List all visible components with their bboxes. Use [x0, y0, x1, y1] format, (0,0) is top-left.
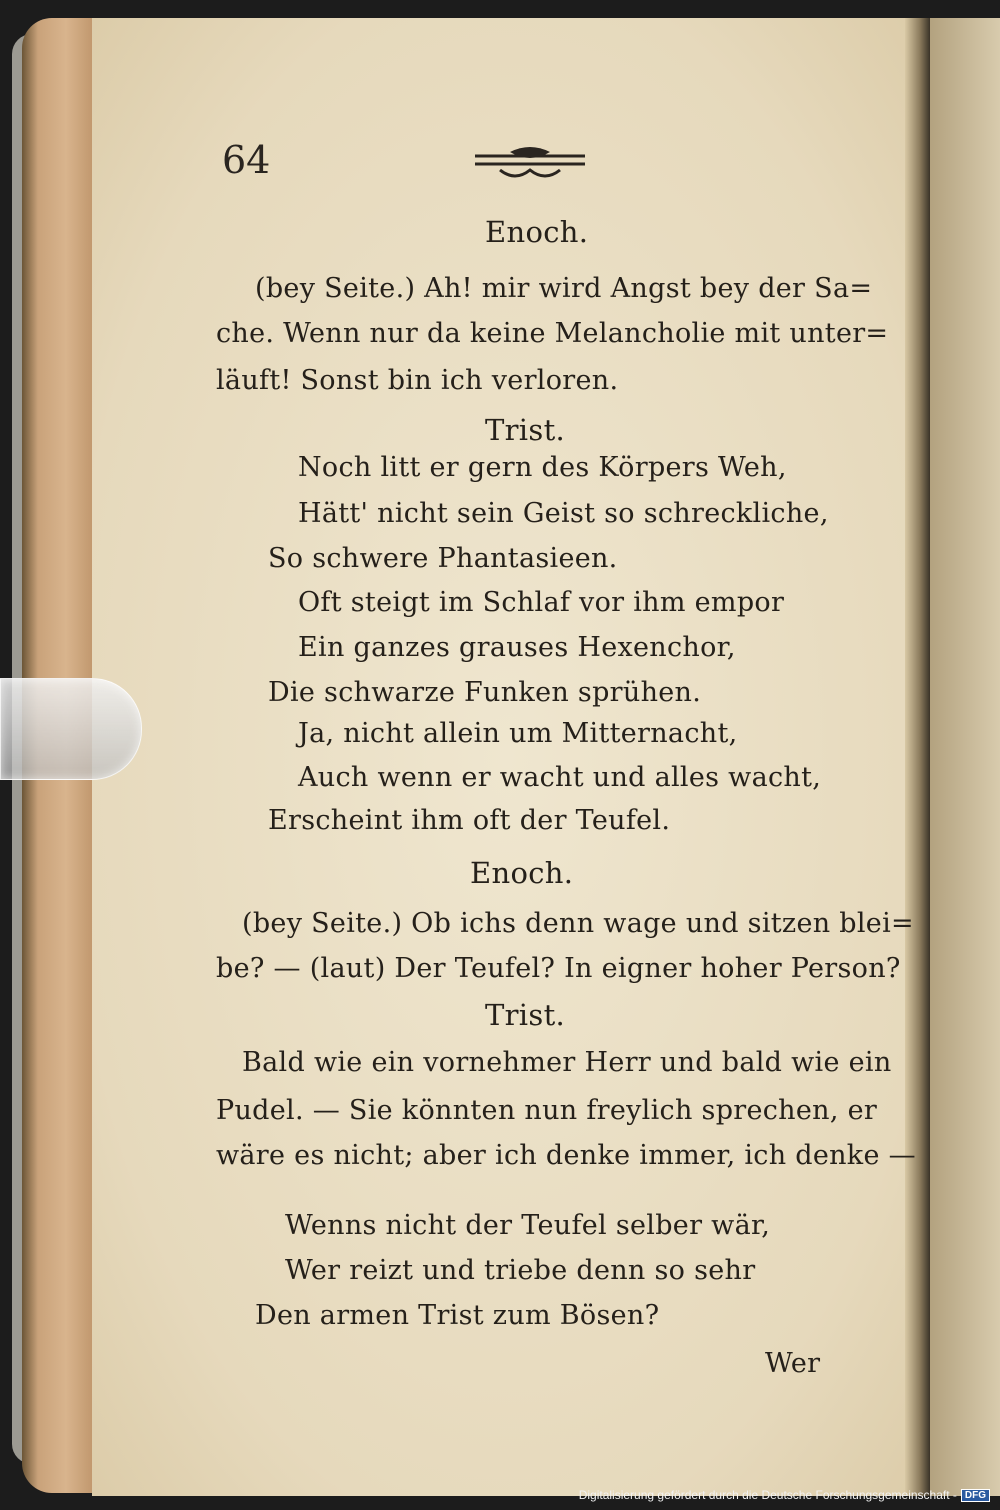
speaker-name: Enoch.: [470, 856, 574, 890]
facing-page: [930, 18, 1000, 1496]
footer: [579, 1488, 990, 1502]
text-line: So schwere Phantasieen.: [268, 543, 618, 574]
text-line: Pudel. — Sie könnten nun freylich sprechen, er: [216, 1095, 878, 1126]
text-line: Wer: [765, 1348, 821, 1379]
footer-text: Digitalisierung gefördert durch die Deutsche Forschungsgemeinschaft -: [578, 1488, 957, 1502]
book-gutter: [905, 18, 930, 1496]
text-line: Erscheint ihm oft der Teufel.: [268, 805, 671, 836]
speaker-name: Trist.: [485, 998, 566, 1032]
page-number: 64: [222, 138, 271, 182]
ornament-icon: [470, 142, 590, 186]
text-line: Ein ganzes grauses Hexenchor,: [298, 632, 736, 663]
speaker-name: Enoch.: [485, 215, 589, 249]
text-line: che. Wenn nur da keine Melancholie mit unter=: [216, 318, 889, 349]
text-line: Den armen Trist zum Bösen?: [255, 1300, 660, 1331]
text-line: Wenns nicht der Teufel selber wär,: [285, 1210, 771, 1241]
text-line: Auch wenn er wacht und alles wacht,: [298, 762, 822, 793]
text-line: läuft! Sonst bin ich verloren.: [216, 365, 619, 396]
text-line: be? — (laut) Der Teufel? In eigner hoher Person?: [216, 953, 901, 984]
text-line: Die schwarze Funken sprühen.: [268, 677, 702, 708]
page-clip: [0, 678, 142, 780]
text-line: (bey Seite.) Ob ichs denn wage und sitzen blei=: [242, 908, 914, 939]
text-line: (bey Seite.) Ah! mir wird Angst bey der Sa=: [255, 273, 873, 304]
text-line: Oft steigt im Schlaf vor ihm empor: [298, 587, 785, 618]
text-line: Wer reizt und triebe denn so sehr: [285, 1255, 756, 1286]
text-line: Hätt' nicht sein Geist so schreckliche,: [298, 498, 829, 529]
dfg-logo: DFG: [961, 1489, 990, 1502]
text-line: Noch litt er gern des Körpers Weh,: [298, 452, 787, 483]
text-line: Ja, nicht allein um Mitternacht,: [298, 718, 738, 749]
text-line: Bald wie ein vornehmer Herr und bald wie ein: [242, 1047, 892, 1078]
speaker-name: Trist.: [485, 413, 566, 447]
text-line: wäre es nicht; aber ich denke immer, ich denke —: [216, 1140, 916, 1171]
